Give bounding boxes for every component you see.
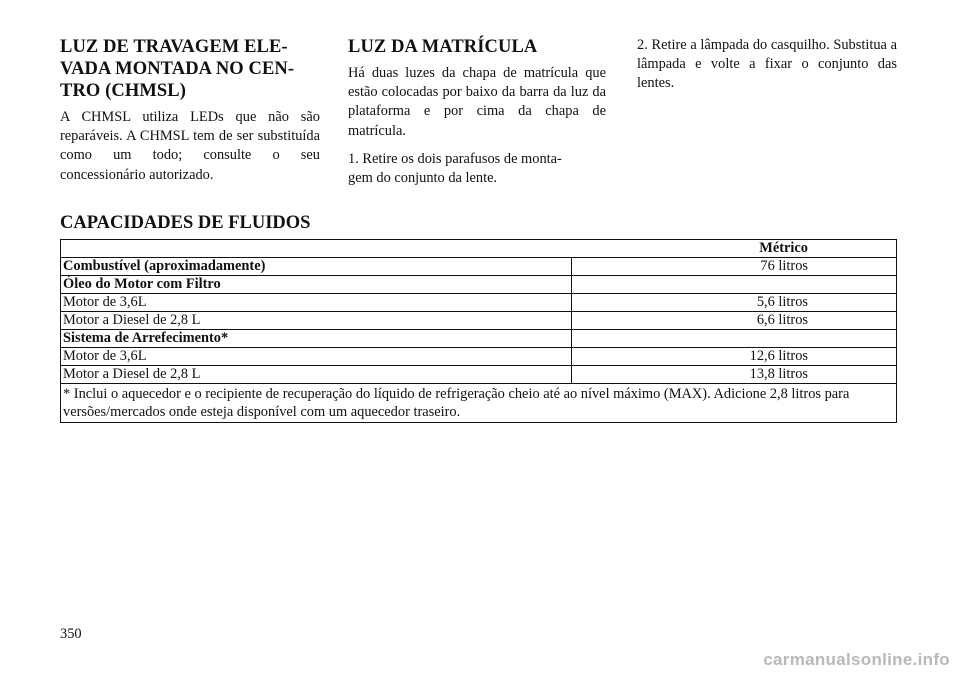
table-header-row — [61, 240, 897, 258]
license-light-step-2: 2. Retire a lâmpada do casquilho. Substitua a lâmpada e volte a fixar o conjunto das lentes. — [637, 37, 897, 92]
row-value: 12,6 litros — [572, 348, 897, 366]
table-row — [61, 330, 897, 348]
chmsl-heading: LUZ DE TRAVAGEM ELE- VADA MONTADA NO CEN- TRO (CHMSL) — [60, 37, 295, 101]
row-value: 6,6 litros — [572, 312, 897, 330]
page-number: 350 — [60, 626, 82, 642]
row-value: 5,6 litros — [572, 294, 897, 312]
row-value — [572, 330, 897, 348]
table-row — [61, 348, 897, 366]
fluid-capacities-table — [60, 239, 897, 423]
license-light-heading: LUZ DA MATRÍCULA — [348, 37, 538, 57]
row-value: 76 litros — [572, 258, 897, 276]
row-label: Óleo do Motor com Filtro — [61, 276, 572, 294]
fluid-capacities-heading: CAPACIDADES DE FLUIDOS — [60, 213, 311, 233]
watermark-logo: carmanualsonline.info — [763, 650, 950, 669]
chmsl-text: A CHMSL utiliza LEDs que não são reparáveis. A CHMSL tem de ser substituída como um todo; consulte o seu concessionário autorizado. — [60, 109, 320, 183]
row-value — [572, 276, 897, 294]
metric-header: Métrico — [61, 240, 897, 258]
table-row — [61, 258, 897, 276]
row-label: Motor de 3,6L — [61, 348, 572, 366]
row-label: Motor a Diesel de 2,8 L — [61, 312, 572, 330]
column-chmsl — [60, 36, 320, 194]
table-row — [61, 294, 897, 312]
row-value: 13,8 litros — [572, 366, 897, 384]
row-label: Combustível (aproximadamente) — [61, 258, 572, 276]
row-label: Motor de 3,6L — [61, 294, 572, 312]
row-label: Motor a Diesel de 2,8 L — [61, 366, 572, 384]
license-light-step-1: 1. Retire os dois parafusos de monta- gem do conjunto da lente. — [348, 150, 562, 187]
table-row — [61, 312, 897, 330]
table-footnote: * Inclui o aquecedor e o recipiente de recuperação do líquido de refrigeração cheio até ao nível máximo (MAX). Adicione 2,8 litros para versões/mercados onde esteja disponível com um aquecedor traseiro. — [61, 384, 897, 423]
license-light-text: Há duas luzes da chapa de matrícula que estão colocadas por baixo da barra da luz da plataforma e por cima da chapa de matrícula. — [348, 65, 606, 139]
table-footnote-row — [61, 384, 897, 423]
column-license-light — [348, 36, 606, 197]
row-label: Sistema de Arrefecimento* — [61, 330, 572, 348]
table-row — [61, 276, 897, 294]
column-license-light-cont — [637, 36, 897, 103]
table-row — [61, 366, 897, 384]
